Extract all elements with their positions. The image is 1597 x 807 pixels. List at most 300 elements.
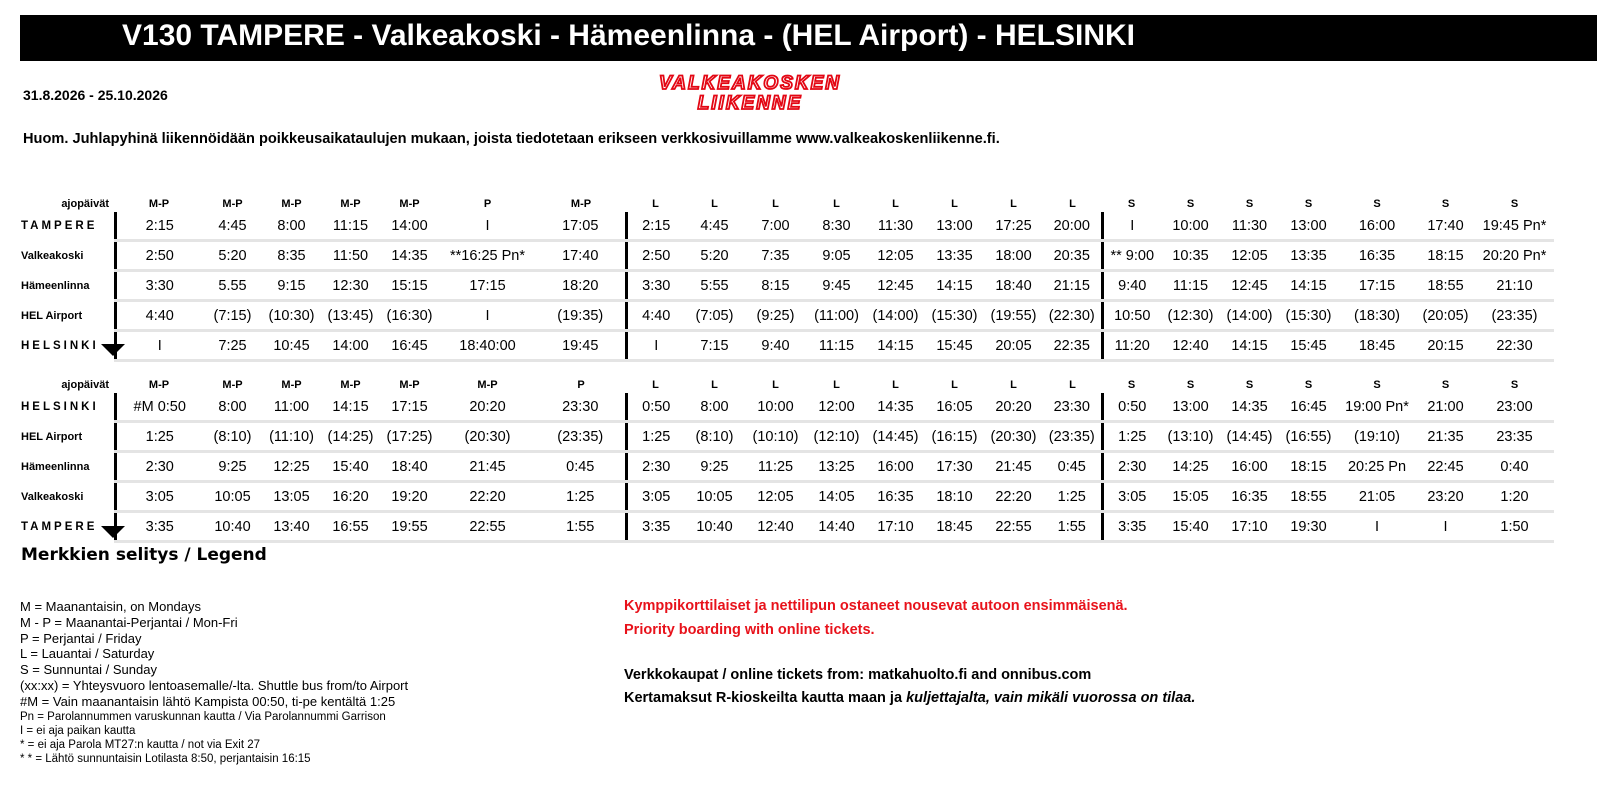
stop-row — [18, 212, 1554, 241]
time-cell: (12:30) — [1161, 301, 1220, 331]
time-cell: 15:40 — [321, 452, 380, 482]
days-cell: P — [483, 198, 492, 210]
days-cell: S — [1304, 379, 1313, 391]
days-cell: L — [1010, 379, 1017, 391]
time-cell: 0:50 — [626, 393, 685, 422]
time-cell: 2:50 — [115, 241, 203, 271]
legend-item: #M = Vain maanantaisin lähtö Kampista 00:50, ti-pe kentältä 1:25 — [20, 693, 396, 709]
legend-item: * = ei aja Parola MT27:n kautta / not via Exit 27 — [20, 738, 261, 751]
time-cell: 13:25 — [807, 452, 866, 482]
days-cell: S — [1245, 379, 1254, 391]
stop-row — [18, 452, 1554, 482]
title-banner — [20, 15, 1597, 61]
time-cell: 12:05 — [744, 482, 807, 512]
time-cell: 18:40:00 — [439, 331, 536, 361]
time-cell: 13:40 — [262, 512, 321, 542]
time-cell: 20:20 — [984, 393, 1043, 422]
time-cell: 20:20 — [439, 393, 536, 422]
stop-row — [18, 512, 1554, 542]
time-cell: 17:10 — [866, 512, 925, 542]
time-cell: 16:00 — [1220, 452, 1279, 482]
time-cell: 10:05 — [203, 482, 262, 512]
time-cell: (16:55) — [1279, 422, 1338, 452]
days-cell: M-P — [399, 198, 420, 210]
time-cell: (7:05) — [685, 301, 744, 331]
time-cell: 1:20 — [1475, 482, 1554, 512]
time-cell: 1:55 — [1043, 512, 1102, 542]
time-cell: 18:55 — [1416, 271, 1475, 301]
stop-name: TAMPERE — [21, 220, 98, 233]
time-cell: (15:30) — [1279, 301, 1338, 331]
days-cell: M-P — [281, 198, 302, 210]
time-cell: 4:45 — [203, 212, 262, 241]
days-cell: S — [1304, 198, 1313, 210]
time-cell: 11:25 — [744, 452, 807, 482]
time-cell: 8:30 — [807, 212, 866, 241]
time-cell: 17:25 — [984, 212, 1043, 241]
time-cell: 4:45 — [685, 212, 744, 241]
days-cell: L — [652, 379, 659, 391]
time-cell: I — [1416, 512, 1475, 542]
time-cell: (19:10) — [1338, 422, 1416, 452]
time-cell: 1:25 — [115, 422, 203, 452]
legend-item: P = Perjantai / Friday — [20, 630, 142, 646]
cash-payment-italic: kuljettajalta, vain mikäli vuorossa on tilaa. — [906, 690, 1196, 706]
time-cell: 14:15 — [321, 393, 380, 422]
time-cell: 5:55 — [685, 271, 744, 301]
time-cell: 19:30 — [1279, 512, 1338, 542]
days-cell: S — [1127, 379, 1136, 391]
time-cell: 15:15 — [380, 271, 439, 301]
time-cell: (9:25) — [744, 301, 807, 331]
time-cell: 13:00 — [1161, 393, 1220, 422]
timetable-southbound — [18, 188, 1554, 362]
days-cell: L — [1010, 198, 1017, 210]
time-cell: 2:30 — [115, 452, 203, 482]
time-cell: 22:35 — [1043, 331, 1102, 361]
time-cell: 11:30 — [866, 212, 925, 241]
time-cell: 7:00 — [744, 212, 807, 241]
time-cell: 9:15 — [262, 271, 321, 301]
time-cell: (16:30) — [380, 301, 439, 331]
days-cell: L — [1069, 379, 1076, 391]
time-cell: 0:45 — [536, 452, 626, 482]
time-cell: 12:05 — [866, 241, 925, 271]
time-cell: 22:55 — [984, 512, 1043, 542]
time-cell: 10:00 — [1161, 212, 1220, 241]
time-cell: 11:20 — [1102, 331, 1161, 361]
time-cell: **16:25 Pn* — [439, 241, 536, 271]
time-cell: 20:05 — [984, 331, 1043, 361]
time-cell: 22:30 — [1475, 331, 1554, 361]
time-cell: 19:45 — [536, 331, 626, 361]
time-cell: 21:45 — [984, 452, 1043, 482]
time-cell: 11:15 — [807, 331, 866, 361]
time-cell: 9:25 — [685, 452, 744, 482]
time-cell: I — [439, 301, 536, 331]
legend-item: S = Sunnuntai / Sunday — [20, 662, 157, 678]
online-shops-text: Verkkokaupat / online tickets from: matkahuolto.fi and onnibus.com — [624, 667, 1092, 683]
stop-name: Hämeenlinna — [21, 279, 90, 292]
time-cell: 17:30 — [925, 452, 984, 482]
logo-line1: VALKEAKOSKEN — [659, 73, 841, 94]
days-cell: S — [1186, 198, 1195, 210]
days-cell: L — [711, 379, 718, 391]
time-cell: 22:55 — [439, 512, 536, 542]
time-cell: 8:00 — [262, 212, 321, 241]
time-cell: (20:05) — [1416, 301, 1475, 331]
stop-row — [18, 422, 1554, 452]
time-cell: 8:35 — [262, 241, 321, 271]
days-cell: L — [833, 379, 840, 391]
time-cell: 14:35 — [866, 393, 925, 422]
stop-row — [18, 271, 1554, 301]
legend-item: Pn = Parolannummen varuskunnan kautta / Via Parolannummi Garrison — [20, 710, 386, 723]
time-cell: (8:10) — [685, 422, 744, 452]
stop-name: HELSINKI — [21, 401, 99, 414]
time-cell: 21:05 — [1338, 482, 1416, 512]
time-cell: 14:25 — [1161, 452, 1220, 482]
stop-name: HEL Airport — [21, 309, 83, 322]
time-cell: 20:35 — [1043, 241, 1102, 271]
time-cell: 14:00 — [380, 212, 439, 241]
time-cell: 20:15 — [1416, 331, 1475, 361]
time-cell: 1:25 — [1043, 482, 1102, 512]
days-cell: L — [652, 198, 659, 210]
stop-row — [18, 331, 1554, 361]
time-cell: 8:00 — [685, 393, 744, 422]
time-cell: (22:30) — [1043, 301, 1102, 331]
time-cell: (13:10) — [1161, 422, 1220, 452]
legend-item: I = ei aja paikan kautta — [20, 724, 136, 737]
time-cell: (16:15) — [925, 422, 984, 452]
time-cell: 16:00 — [866, 452, 925, 482]
time-cell: 18:45 — [925, 512, 984, 542]
legend-item: * * = Lähtö sunnuntaisin Lotilasta 8:50, perjantaisin 16:15 — [20, 752, 311, 765]
days-cell: S — [1373, 379, 1381, 391]
time-cell: 18:45 — [1338, 331, 1416, 361]
time-cell: 3:05 — [626, 482, 685, 512]
time-cell: 18:15 — [1279, 452, 1338, 482]
days-cell: M-P — [148, 198, 170, 210]
time-cell: 14:05 — [807, 482, 866, 512]
time-cell: 12:00 — [807, 393, 866, 422]
time-cell: 8:15 — [744, 271, 807, 301]
time-cell: 16:35 — [1338, 241, 1416, 271]
time-cell: 17:15 — [380, 393, 439, 422]
time-cell: (10:30) — [262, 301, 321, 331]
time-cell: 11:50 — [321, 241, 380, 271]
time-cell: 19:45 Pn* — [1475, 212, 1554, 241]
time-cell: I — [1102, 212, 1161, 241]
days-label: ajopäivät — [61, 198, 109, 210]
time-cell: 3:05 — [1102, 482, 1161, 512]
days-header-row — [18, 369, 1554, 393]
time-cell: (7:15) — [203, 301, 262, 331]
days-cell: S — [1510, 198, 1519, 210]
days-cell: L — [951, 379, 958, 391]
legend-list — [20, 599, 408, 766]
time-cell: (14:25) — [321, 422, 380, 452]
time-cell: 20:25 Pn — [1338, 452, 1416, 482]
days-cell: P — [577, 379, 585, 391]
priority-boarding-fi: Kymppikorttilaiset ja nettilipun ostaneet nousevat autoon ensimmäisenä. — [624, 598, 1128, 614]
holiday-notice: Huom. Juhlapyhinä liikennöidään poikkeusaikataulujen mukaan, joista tiedotetaan erikseen verkkosivuillamme www.valkeakoskenliikenne.fi. — [23, 131, 1000, 147]
days-header-row — [18, 188, 1554, 212]
legend-title: Merkkien selitys / Legend — [21, 545, 267, 565]
time-cell: I — [1338, 512, 1416, 542]
days-label: ajopäivät — [61, 379, 109, 391]
time-cell: 12:05 — [1220, 241, 1279, 271]
days-cell: M-P — [340, 379, 361, 391]
time-cell: 12:30 — [321, 271, 380, 301]
time-cell: 19:55 — [380, 512, 439, 542]
time-cell: 16:35 — [866, 482, 925, 512]
days-cell: S — [1441, 379, 1450, 391]
time-cell: (12:10) — [807, 422, 866, 452]
time-cell: 23:30 — [1043, 393, 1102, 422]
time-cell: 15:45 — [925, 331, 984, 361]
time-cell: (14:45) — [1220, 422, 1279, 452]
time-cell: 20:20 Pn* — [1475, 241, 1554, 271]
time-cell: 16:45 — [380, 331, 439, 361]
time-cell: (18:30) — [1338, 301, 1416, 331]
time-cell: 23:00 — [1475, 393, 1554, 422]
stop-name: HELSINKI — [21, 339, 99, 352]
time-cell: 18:55 — [1279, 482, 1338, 512]
time-cell: 13:05 — [262, 482, 321, 512]
time-cell: 14:15 — [1220, 331, 1279, 361]
time-cell: (11:00) — [807, 301, 866, 331]
time-cell: 5.55 — [203, 271, 262, 301]
days-cell: S — [1441, 198, 1450, 210]
time-cell: 1:55 — [536, 512, 626, 542]
time-cell: 12:40 — [1161, 331, 1220, 361]
time-cell: 3:30 — [626, 271, 685, 301]
time-cell: 0:50 — [1102, 393, 1161, 422]
time-cell: 0:40 — [1475, 452, 1554, 482]
time-cell: 1:25 — [626, 422, 685, 452]
time-cell: 3:05 — [115, 482, 203, 512]
time-cell: 18:20 — [536, 271, 626, 301]
time-cell: 15:05 — [1161, 482, 1220, 512]
time-cell: 13:35 — [1279, 241, 1338, 271]
time-cell: (15:30) — [925, 301, 984, 331]
time-cell: 10:40 — [203, 512, 262, 542]
time-cell: 5:20 — [685, 241, 744, 271]
days-cell: L — [772, 379, 779, 391]
time-cell: 18:40 — [984, 271, 1043, 301]
time-cell: 21:00 — [1416, 393, 1475, 422]
time-cell: 22:20 — [984, 482, 1043, 512]
stop-row — [18, 482, 1554, 512]
days-cell: M-P — [570, 198, 592, 210]
time-cell: 16:55 — [321, 512, 380, 542]
time-cell: 7:15 — [685, 331, 744, 361]
time-cell: 10:00 — [744, 393, 807, 422]
time-cell: 10:35 — [1161, 241, 1220, 271]
time-cell: (23:35) — [1475, 301, 1554, 331]
time-cell: 2:30 — [1102, 452, 1161, 482]
time-cell: 16:00 — [1338, 212, 1416, 241]
time-cell: 2:15 — [626, 212, 685, 241]
time-cell: 12:40 — [744, 512, 807, 542]
time-cell: I — [626, 331, 685, 361]
time-cell: 10:40 — [685, 512, 744, 542]
cash-payment-text — [624, 690, 1195, 706]
days-cell: M-P — [222, 379, 243, 391]
legend-item: M - P = Maanantai-Perjantai / Mon-Fri — [20, 614, 238, 630]
time-cell: 11:30 — [1220, 212, 1279, 241]
time-cell: (23:35) — [536, 422, 626, 452]
time-cell: 9:40 — [1102, 271, 1161, 301]
days-cell: M-P — [148, 379, 170, 391]
time-cell: 21:45 — [439, 452, 536, 482]
time-cell: 10:50 — [1102, 301, 1161, 331]
days-cell: M-P — [399, 379, 420, 391]
days-cell: S — [1127, 198, 1136, 210]
time-cell: 16:20 — [321, 482, 380, 512]
days-cell: L — [951, 198, 958, 210]
time-cell: 14:00 — [321, 331, 380, 361]
stop-row — [18, 241, 1554, 271]
time-cell: 17:15 — [439, 271, 536, 301]
time-cell: 16:45 — [1279, 393, 1338, 422]
time-cell: 21:35 — [1416, 422, 1475, 452]
time-cell: 10:05 — [685, 482, 744, 512]
time-cell: 9:25 — [203, 452, 262, 482]
time-cell: 16:05 — [925, 393, 984, 422]
time-cell: 0:45 — [1043, 452, 1102, 482]
time-cell: 9:45 — [807, 271, 866, 301]
time-cell: 13:00 — [925, 212, 984, 241]
time-cell: 15:40 — [1161, 512, 1220, 542]
days-cell: S — [1186, 379, 1195, 391]
time-cell: 9:40 — [744, 331, 807, 361]
days-cell: L — [711, 198, 718, 210]
stop-name: Valkeakoski — [21, 249, 84, 262]
stop-name: TAMPERE — [21, 520, 98, 533]
time-cell: 19:20 — [380, 482, 439, 512]
time-cell: 3:35 — [1102, 512, 1161, 542]
time-cell: 5:20 — [203, 241, 262, 271]
time-cell: ** 9:00 — [1102, 241, 1161, 271]
time-cell: (14:00) — [866, 301, 925, 331]
time-cell: 12:45 — [866, 271, 925, 301]
time-cell: (19:35) — [536, 301, 626, 331]
days-cell: M-P — [281, 379, 302, 391]
time-cell: #M 0:50 — [115, 393, 203, 422]
time-cell: 1:25 — [1102, 422, 1161, 452]
time-cell: 14:15 — [925, 271, 984, 301]
stop-name: HEL Airport — [21, 430, 83, 443]
time-cell: 14:15 — [1279, 271, 1338, 301]
days-cell: L — [892, 198, 899, 210]
time-cell: 23:20 — [1416, 482, 1475, 512]
time-cell: 11:15 — [321, 212, 380, 241]
time-cell: 18:15 — [1416, 241, 1475, 271]
logo-line2: LIIKENNE — [697, 93, 803, 112]
time-cell: (17:25) — [380, 422, 439, 452]
stop-row — [18, 301, 1554, 331]
time-cell: 14:15 — [866, 331, 925, 361]
time-cell: I — [115, 331, 203, 361]
date-range: 31.8.2026 - 25.10.2026 — [23, 87, 168, 103]
legend-item: M = Maanantaisin, on Mondays — [20, 599, 202, 614]
time-cell: I — [439, 212, 536, 241]
time-cell: 17:40 — [1416, 212, 1475, 241]
time-cell: 14:40 — [807, 512, 866, 542]
time-cell: (14:00) — [1220, 301, 1279, 331]
days-cell: L — [1069, 198, 1076, 210]
time-cell: 22:45 — [1416, 452, 1475, 482]
legend-item: (xx:xx) = Yhteysvuoro lentoasemalle/-lta. Shuttle bus from/to Airport — [20, 677, 409, 693]
time-cell: 12:25 — [262, 452, 321, 482]
time-cell: (10:10) — [744, 422, 807, 452]
time-cell: 13:00 — [1279, 212, 1338, 241]
days-cell: L — [833, 198, 840, 210]
time-cell: 21:15 — [1043, 271, 1102, 301]
days-cell: S — [1245, 198, 1254, 210]
time-cell: 17:40 — [536, 241, 626, 271]
route-title: V130 TAMPERE - Valkeakoski - Hämeenlinna - (HEL Airport) - HELSINKI — [122, 19, 1136, 52]
time-cell: 18:00 — [984, 241, 1043, 271]
priority-boarding-en: Priority boarding with online tickets. — [624, 622, 875, 638]
time-cell: (8:10) — [203, 422, 262, 452]
days-cell: S — [1510, 379, 1519, 391]
time-cell: 19:00 Pn* — [1338, 393, 1416, 422]
stop-name: Valkeakoski — [21, 490, 84, 503]
time-cell: 17:10 — [1220, 512, 1279, 542]
time-cell: 17:05 — [536, 212, 626, 241]
time-cell: 4:40 — [115, 301, 203, 331]
days-cell: M-P — [340, 198, 361, 210]
days-cell: L — [772, 198, 779, 210]
time-cell: (11:10) — [262, 422, 321, 452]
timetable-northbound — [18, 369, 1554, 543]
time-cell: (23:35) — [1043, 422, 1102, 452]
time-cell: 4:40 — [626, 301, 685, 331]
time-cell: 2:15 — [115, 212, 203, 241]
stop-row — [18, 393, 1554, 422]
time-cell: (20:30) — [439, 422, 536, 452]
time-cell: 14:35 — [1220, 393, 1279, 422]
time-cell: 11:00 — [262, 393, 321, 422]
time-cell: 20:00 — [1043, 212, 1102, 241]
time-cell: 1:50 — [1475, 512, 1554, 542]
days-cell: L — [892, 379, 899, 391]
time-cell: 3:35 — [626, 512, 685, 542]
time-cell: 18:40 — [380, 452, 439, 482]
time-cell: (14:45) — [866, 422, 925, 452]
time-cell: 9:05 — [807, 241, 866, 271]
company-logo — [619, 72, 881, 112]
time-cell: 23:35 — [1475, 422, 1554, 452]
days-cell: S — [1373, 198, 1381, 210]
time-cell: 7:25 — [203, 331, 262, 361]
stop-name: Hämeenlinna — [21, 460, 90, 473]
time-cell: 12:45 — [1220, 271, 1279, 301]
days-cell: M-P — [222, 198, 243, 210]
down-arrow-icon — [101, 344, 125, 356]
time-cell: 18:10 — [925, 482, 984, 512]
time-cell: 23:30 — [536, 393, 626, 422]
time-cell: 8:00 — [203, 393, 262, 422]
time-cell: 14:35 — [380, 241, 439, 271]
cash-payment-prefix: Kertamaksut R-kioskeilta kautta maan ja — [624, 690, 907, 706]
time-cell: 11:15 — [1161, 271, 1220, 301]
time-cell: 1:25 — [536, 482, 626, 512]
